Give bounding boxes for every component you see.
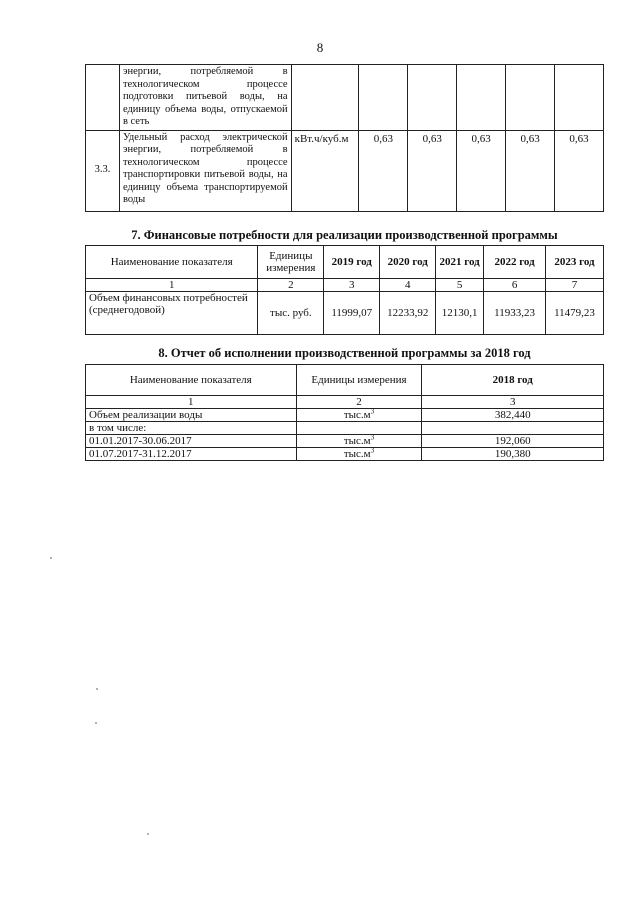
table-header-row <box>86 246 604 279</box>
value-cell <box>506 65 555 131</box>
value-cell: 0,63 <box>457 130 506 211</box>
column-number-row <box>86 279 604 292</box>
value-cell <box>457 65 506 131</box>
value-cell <box>555 65 604 131</box>
row-name-cell: Объем реализации воды <box>86 409 297 422</box>
scan-speck <box>50 557 52 559</box>
row-name-cell: в том числе: <box>86 422 297 435</box>
value-cell: 11479,23 <box>546 292 604 335</box>
row-number-cell <box>86 65 120 131</box>
scan-speck <box>95 722 97 724</box>
table-row <box>86 435 604 448</box>
row-name-cell: 01.01.2017-30.06.2017 <box>86 435 297 448</box>
unit-cell: тыс. руб. <box>258 292 324 335</box>
column-number-cell: 5 <box>436 279 484 292</box>
program-report-table <box>85 364 604 461</box>
row-name-cell: энергии, потребляемой в технологическом процессе подготовки питьевой воды, на единицу объема воды, отпускаемой в сеть <box>119 65 291 131</box>
value-cell <box>408 65 457 131</box>
unit-text: тыс.м <box>343 409 371 421</box>
column-number-cell: 3 <box>422 396 604 409</box>
column-number-cell: 1 <box>86 396 297 409</box>
unit-cell <box>296 435 422 448</box>
unit-cell <box>296 422 422 435</box>
table-row <box>86 65 604 131</box>
table-row <box>86 409 604 422</box>
header-cell: 2023 год <box>546 246 604 279</box>
column-number-row <box>86 396 604 409</box>
unit-cell <box>291 65 359 131</box>
header-cell: 2020 год <box>380 246 436 279</box>
unit-text: тыс.м <box>343 435 371 447</box>
header-cell: Единицы измерения <box>258 246 324 279</box>
column-number-cell: 7 <box>546 279 604 292</box>
financial-needs-table <box>85 245 604 335</box>
value-cell: 192,060 <box>422 435 604 448</box>
table-row <box>86 292 604 335</box>
header-cell: Наименование показателя <box>86 365 297 396</box>
unit-superscript: 3 <box>370 446 375 455</box>
value-cell: 382,440 <box>422 409 604 422</box>
value-cell: 12130,1 <box>436 292 484 335</box>
row-name-cell: 01.07.2017-31.12.2017 <box>86 448 297 461</box>
table-row <box>86 422 604 435</box>
section-7-title: 7. Финансовые потребности для реализации производственной программы <box>131 228 558 242</box>
column-number-cell: 2 <box>258 279 324 292</box>
row-name-cell: Удельный расход электрической энергии, потребляемой в технологическом процессе транспортировки питьевой воды, на единицу объема транспортируемой воды <box>119 130 291 211</box>
value-cell: 0,63 <box>408 130 457 211</box>
column-number-cell: 3 <box>324 279 380 292</box>
column-number-cell: 6 <box>484 279 546 292</box>
header-cell: 2019 год <box>324 246 380 279</box>
value-cell <box>359 65 408 131</box>
header-cell: 2021 год <box>436 246 484 279</box>
value-cell: 0,63 <box>359 130 408 211</box>
unit-superscript: 3 <box>370 407 375 416</box>
scan-speck <box>147 833 149 835</box>
table-header-row <box>86 365 604 396</box>
unit-superscript: 3 <box>370 433 375 442</box>
column-number-cell: 2 <box>296 396 422 409</box>
value-cell: 11999,07 <box>324 292 380 335</box>
indicators-table-continuation <box>85 64 604 212</box>
column-number-cell: 1 <box>86 279 258 292</box>
value-cell: 0,63 <box>555 130 604 211</box>
table-row <box>86 448 604 461</box>
unit-text: тыс.м <box>343 448 371 460</box>
unit-cell: кВт.ч/куб.м <box>291 130 359 211</box>
section-8-title: 8. Отчет об исполнении производственной программы за 2018 год <box>158 346 531 360</box>
unit-cell <box>296 409 422 422</box>
header-cell: 2018 год <box>422 365 604 396</box>
value-cell <box>422 422 604 435</box>
value-cell: 0,63 <box>506 130 555 211</box>
scan-speck <box>96 688 98 690</box>
table-row <box>86 130 604 211</box>
row-number-cell: 3.3. <box>86 130 120 211</box>
header-cell: 2022 год <box>484 246 546 279</box>
unit-cell <box>296 448 422 461</box>
row-name-cell: Объем финансовых потребностей (среднегодовой) <box>86 292 258 335</box>
value-cell: 11933,23 <box>484 292 546 335</box>
page-number: 8 <box>316 40 324 55</box>
column-number-cell: 4 <box>380 279 436 292</box>
value-cell: 12233,92 <box>380 292 436 335</box>
value-cell: 190,380 <box>422 448 604 461</box>
header-cell: Наименование показателя <box>86 246 258 279</box>
header-cell: Единицы измерения <box>296 365 422 396</box>
